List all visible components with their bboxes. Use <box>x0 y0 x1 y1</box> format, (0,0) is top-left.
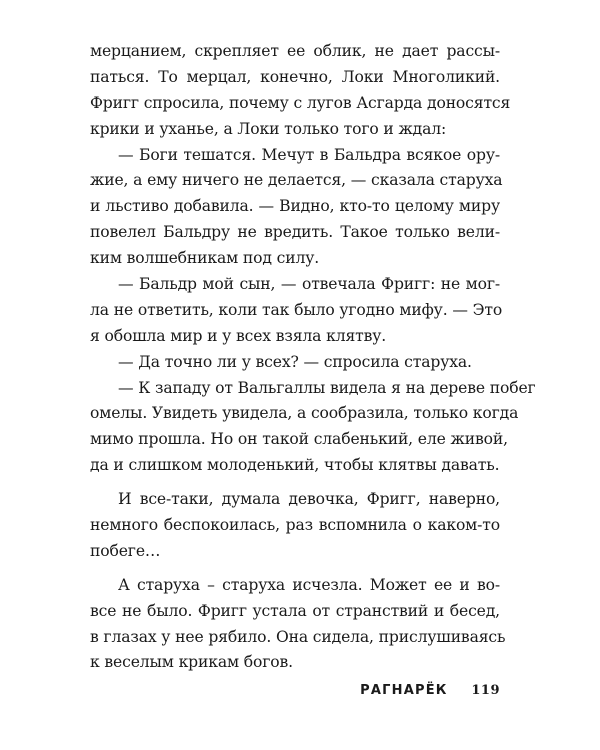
text-line: повелел Бальдру не вредить. Такое только вели- <box>90 223 500 242</box>
text-line: немного беспокоилась, раз вспомнила о каком-то <box>90 516 500 535</box>
text-line: крики и уханье, а Локи только того и ждал: <box>90 119 447 138</box>
text-line: побеге… <box>90 541 161 560</box>
text-line: паться. То мерцал, конечно, Локи Многоликий. <box>90 67 500 86</box>
text-line: — Бальдр мой сын, — отвечала Фригг: не мог- <box>118 275 500 294</box>
text-line: А старуха – старуха исчезла. Может ее и во- <box>118 575 500 594</box>
text-line: И все-таки, думала девочка, Фригг, наверно, <box>118 490 500 509</box>
text-line: мерцанием, скрепляет ее облик, не дает рассы- <box>90 42 500 60</box>
text-line: я обошла мир и у всех взяла клятву. <box>90 326 387 345</box>
text-line: ким волшебникам под силу. <box>90 249 320 268</box>
text-line: к веселым крикам богов. <box>90 653 293 672</box>
text-line: ла не ответить, коли так было угодно мифу. — Это <box>90 300 503 319</box>
text-line: — Да точно ли у всех? — спросила старуха. <box>118 352 472 371</box>
text-line: — К западу от Вальгаллы видела я на дереве побег <box>118 378 536 397</box>
text-line: все не было. Фригг устала от странствий и бесед, <box>90 601 500 620</box>
text-line: омелы. Увидеть увидела, а сообразила, только когда <box>90 404 519 423</box>
running-title: РАГНАРЁК <box>360 683 448 698</box>
text-line: и льстиво добавила. — Видно, кто-то целому миру <box>90 197 500 216</box>
text-line: Фригг спросила, почему с лугов Асгарда доносятся <box>90 93 511 112</box>
text-line: в глазах у нее рябило. Она сидела, прислушиваясь <box>90 627 506 646</box>
page-number: 119 <box>471 683 500 698</box>
text-line: мимо прошла. Но он такой слабенький, еле живой, <box>90 430 508 449</box>
text-line: жие, а ему ничего не делается, — сказала старуха <box>90 171 503 190</box>
page-footer <box>360 683 500 698</box>
text-line: да и слишком молоденький, чтобы клятвы давать. <box>90 456 500 475</box>
body-text <box>90 39 536 676</box>
text-line: — Боги тешатся. Мечут в Бальдра всякое ору- <box>118 145 500 164</box>
